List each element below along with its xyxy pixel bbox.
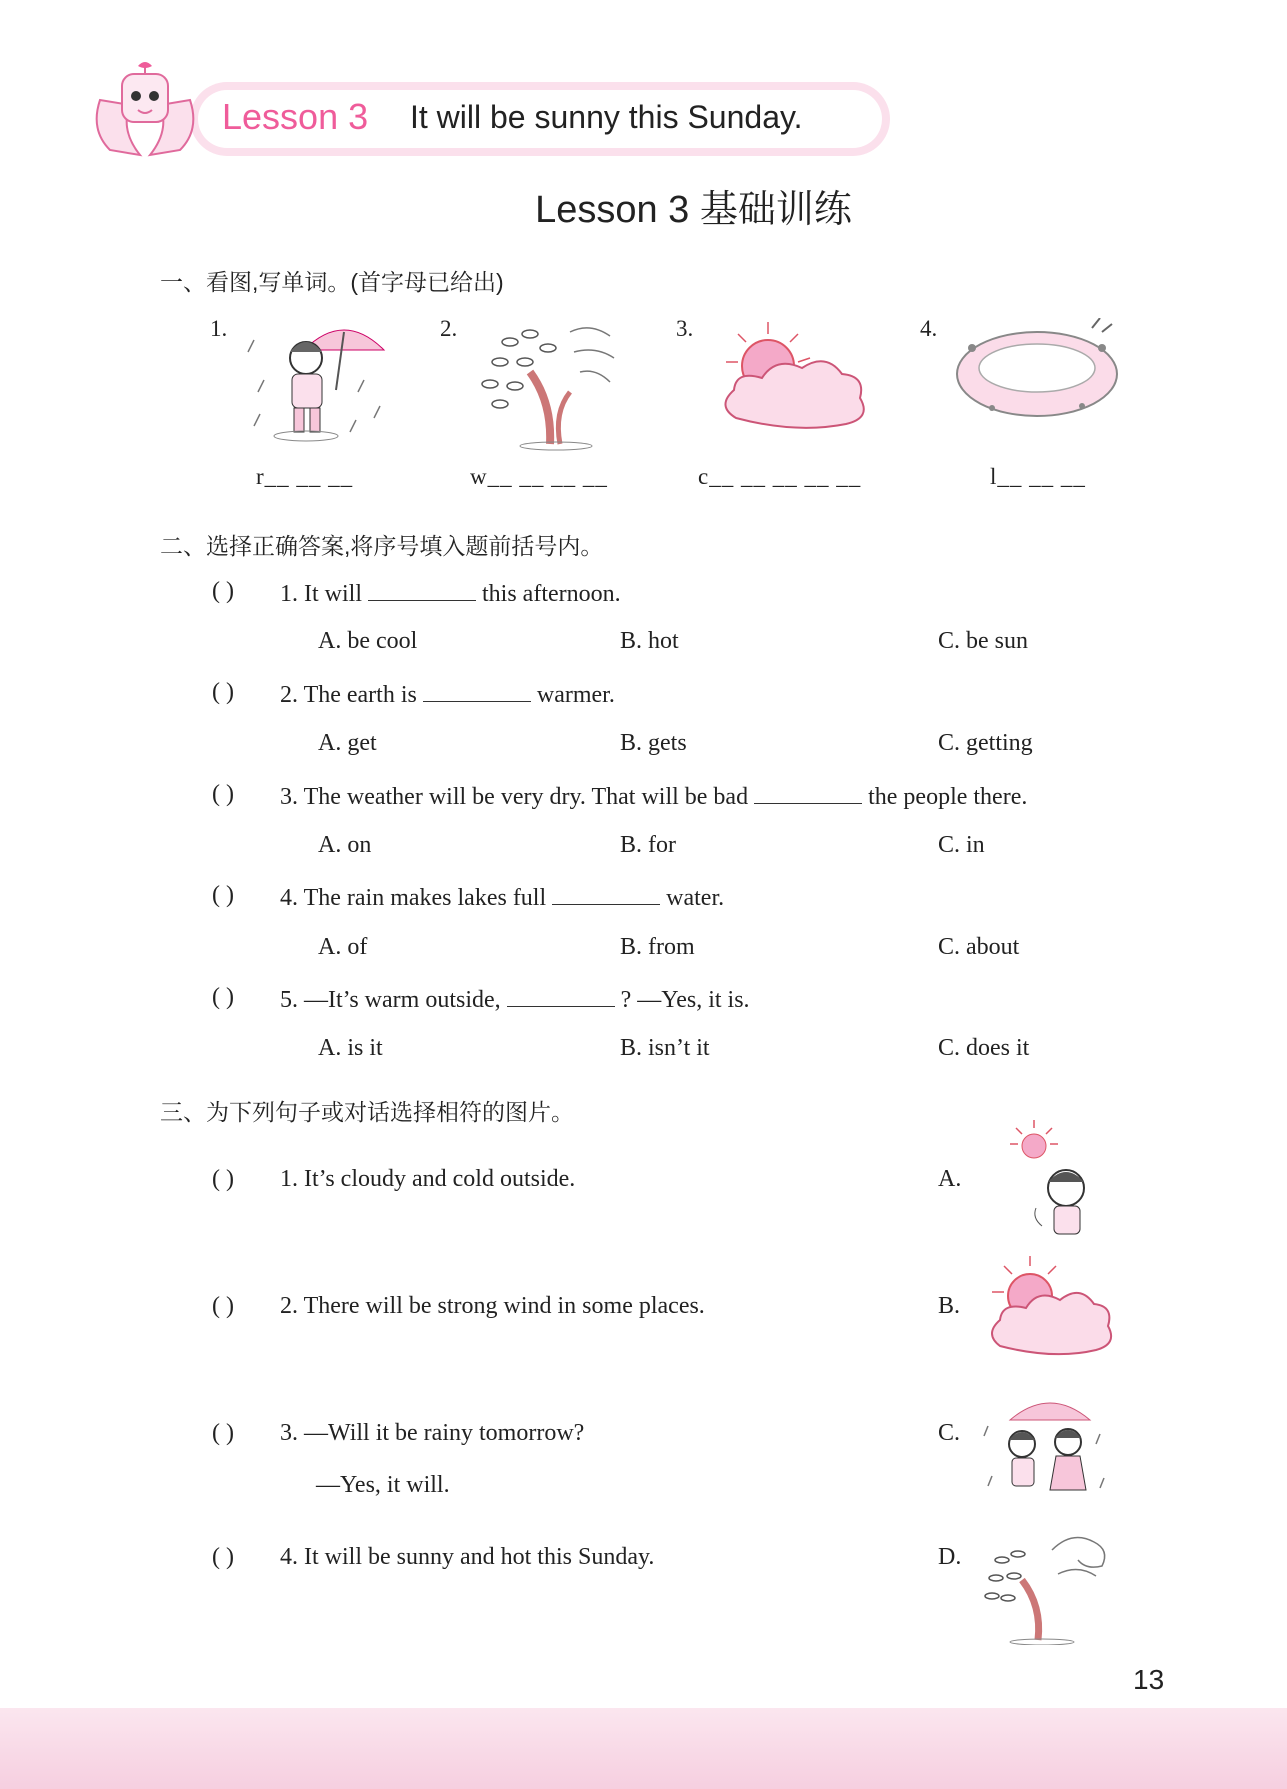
sentence-text: 2. There will be strong wind in some places. [280,1293,705,1319]
windy-tree-icon [470,312,620,452]
option-a: A. get [318,730,377,756]
s1-item-number: 4. [920,316,938,341]
option-c: C. about [938,934,1020,960]
answer-bracket[interactable]: ( ) [212,578,234,604]
fill-blank[interactable] [423,679,531,702]
answer-bracket[interactable]: ( ) [212,1544,234,1570]
question-post: this afternoon. [482,581,621,607]
sun-cloud-icon [984,1254,1114,1369]
option-b: B. from [620,934,695,960]
s1-answer-blank[interactable]: r__ __ __ [256,464,354,489]
question-post: water. [666,885,725,911]
footer-band [0,1708,1287,1789]
fill-blank[interactable] [507,984,615,1007]
question-text [280,781,1027,811]
fill-blank[interactable] [368,578,476,601]
rainy-kids-icon [980,1386,1110,1511]
question-post: the people there. [868,784,1028,810]
s1-answer-blank[interactable]: c__ __ __ __ __ [698,464,862,489]
fill-blank[interactable] [754,781,862,804]
sentence-text: 1. It’s cloudy and cold outside. [280,1166,576,1192]
sentence-text: 4. It will be sunny and hot this Sunday. [280,1544,655,1570]
option-c: C. in [938,832,985,858]
answer-bracket[interactable]: ( ) [212,781,234,807]
lesson-badge: Lesson 3 [222,96,369,137]
question-post: warmer. [536,682,615,708]
answer-bracket[interactable]: ( ) [212,679,234,705]
option-a: A. on [318,832,372,858]
sentence-text-reply: —Yes, it will. [316,1472,450,1498]
sunny-child-icon [996,1118,1106,1243]
question-text [280,882,724,912]
picture-label: C. [938,1420,961,1446]
answer-bracket[interactable]: ( ) [212,984,234,1010]
question-pre: 4. The rain makes lakes full [280,885,547,911]
question-pre: 2. The earth is [280,682,417,708]
option-a: A. be cool [318,628,418,654]
option-c: C. getting [938,730,1033,756]
question-text [280,679,615,709]
option-b: B. hot [620,628,679,654]
windy-tree-icon [982,1520,1112,1645]
picture-label: A. [938,1166,962,1192]
s1-answer-blank[interactable]: w__ __ __ __ [470,464,608,489]
rainy-child-icon [244,310,394,450]
picture-label: B. [938,1293,961,1319]
page-number: 13 [1133,1664,1165,1695]
s1-item-number: 3. [676,316,694,341]
sentence-text: 3. —Will it be rainy tomorrow? [280,1420,585,1446]
option-b: B. for [620,832,676,858]
answer-bracket[interactable]: ( ) [212,1166,234,1192]
section3-heading: 三、为下列句子或对话选择相符的图片。 [160,1099,574,1125]
answer-bracket[interactable]: ( ) [212,882,234,908]
fill-blank[interactable] [552,882,660,905]
section1-heading: 一、看图,写单词。(首字母已给出) [160,269,504,295]
question-post: ? —Yes, it is. [620,987,750,1013]
option-b: B. isn’t it [620,1035,710,1061]
lake-icon [952,318,1122,428]
answer-bracket[interactable]: ( ) [212,1420,234,1446]
s1-item-number: 2. [440,316,458,341]
question-text [280,578,621,608]
page-title: Lesson 3 基础训练 [535,189,852,231]
option-b: B. gets [620,730,687,756]
answer-bracket[interactable]: ( ) [212,1293,234,1319]
s1-item-number: 1. [210,316,228,341]
option-a: A. of [318,934,368,960]
lesson-title: It will be sunny this Sunday. [410,99,803,135]
question-text [280,984,750,1014]
s1-answer-blank[interactable]: l__ __ __ [990,464,1086,489]
picture-label: D. [938,1544,962,1570]
option-c: C. be sun [938,628,1028,654]
option-c: C. does it [938,1035,1030,1061]
section2-heading: 二、选择正确答案,将序号填入题前括号内。 [160,533,604,559]
option-a: A. is it [318,1035,383,1061]
mascot-robot-icon [80,60,210,160]
question-pre: 1. It will [280,581,362,607]
question-pre: 3. The weather will be very dry. That will be bad [280,784,749,810]
question-pre: 5. —It’s warm outside, [280,987,501,1013]
sun-cloud-icon [716,318,866,438]
